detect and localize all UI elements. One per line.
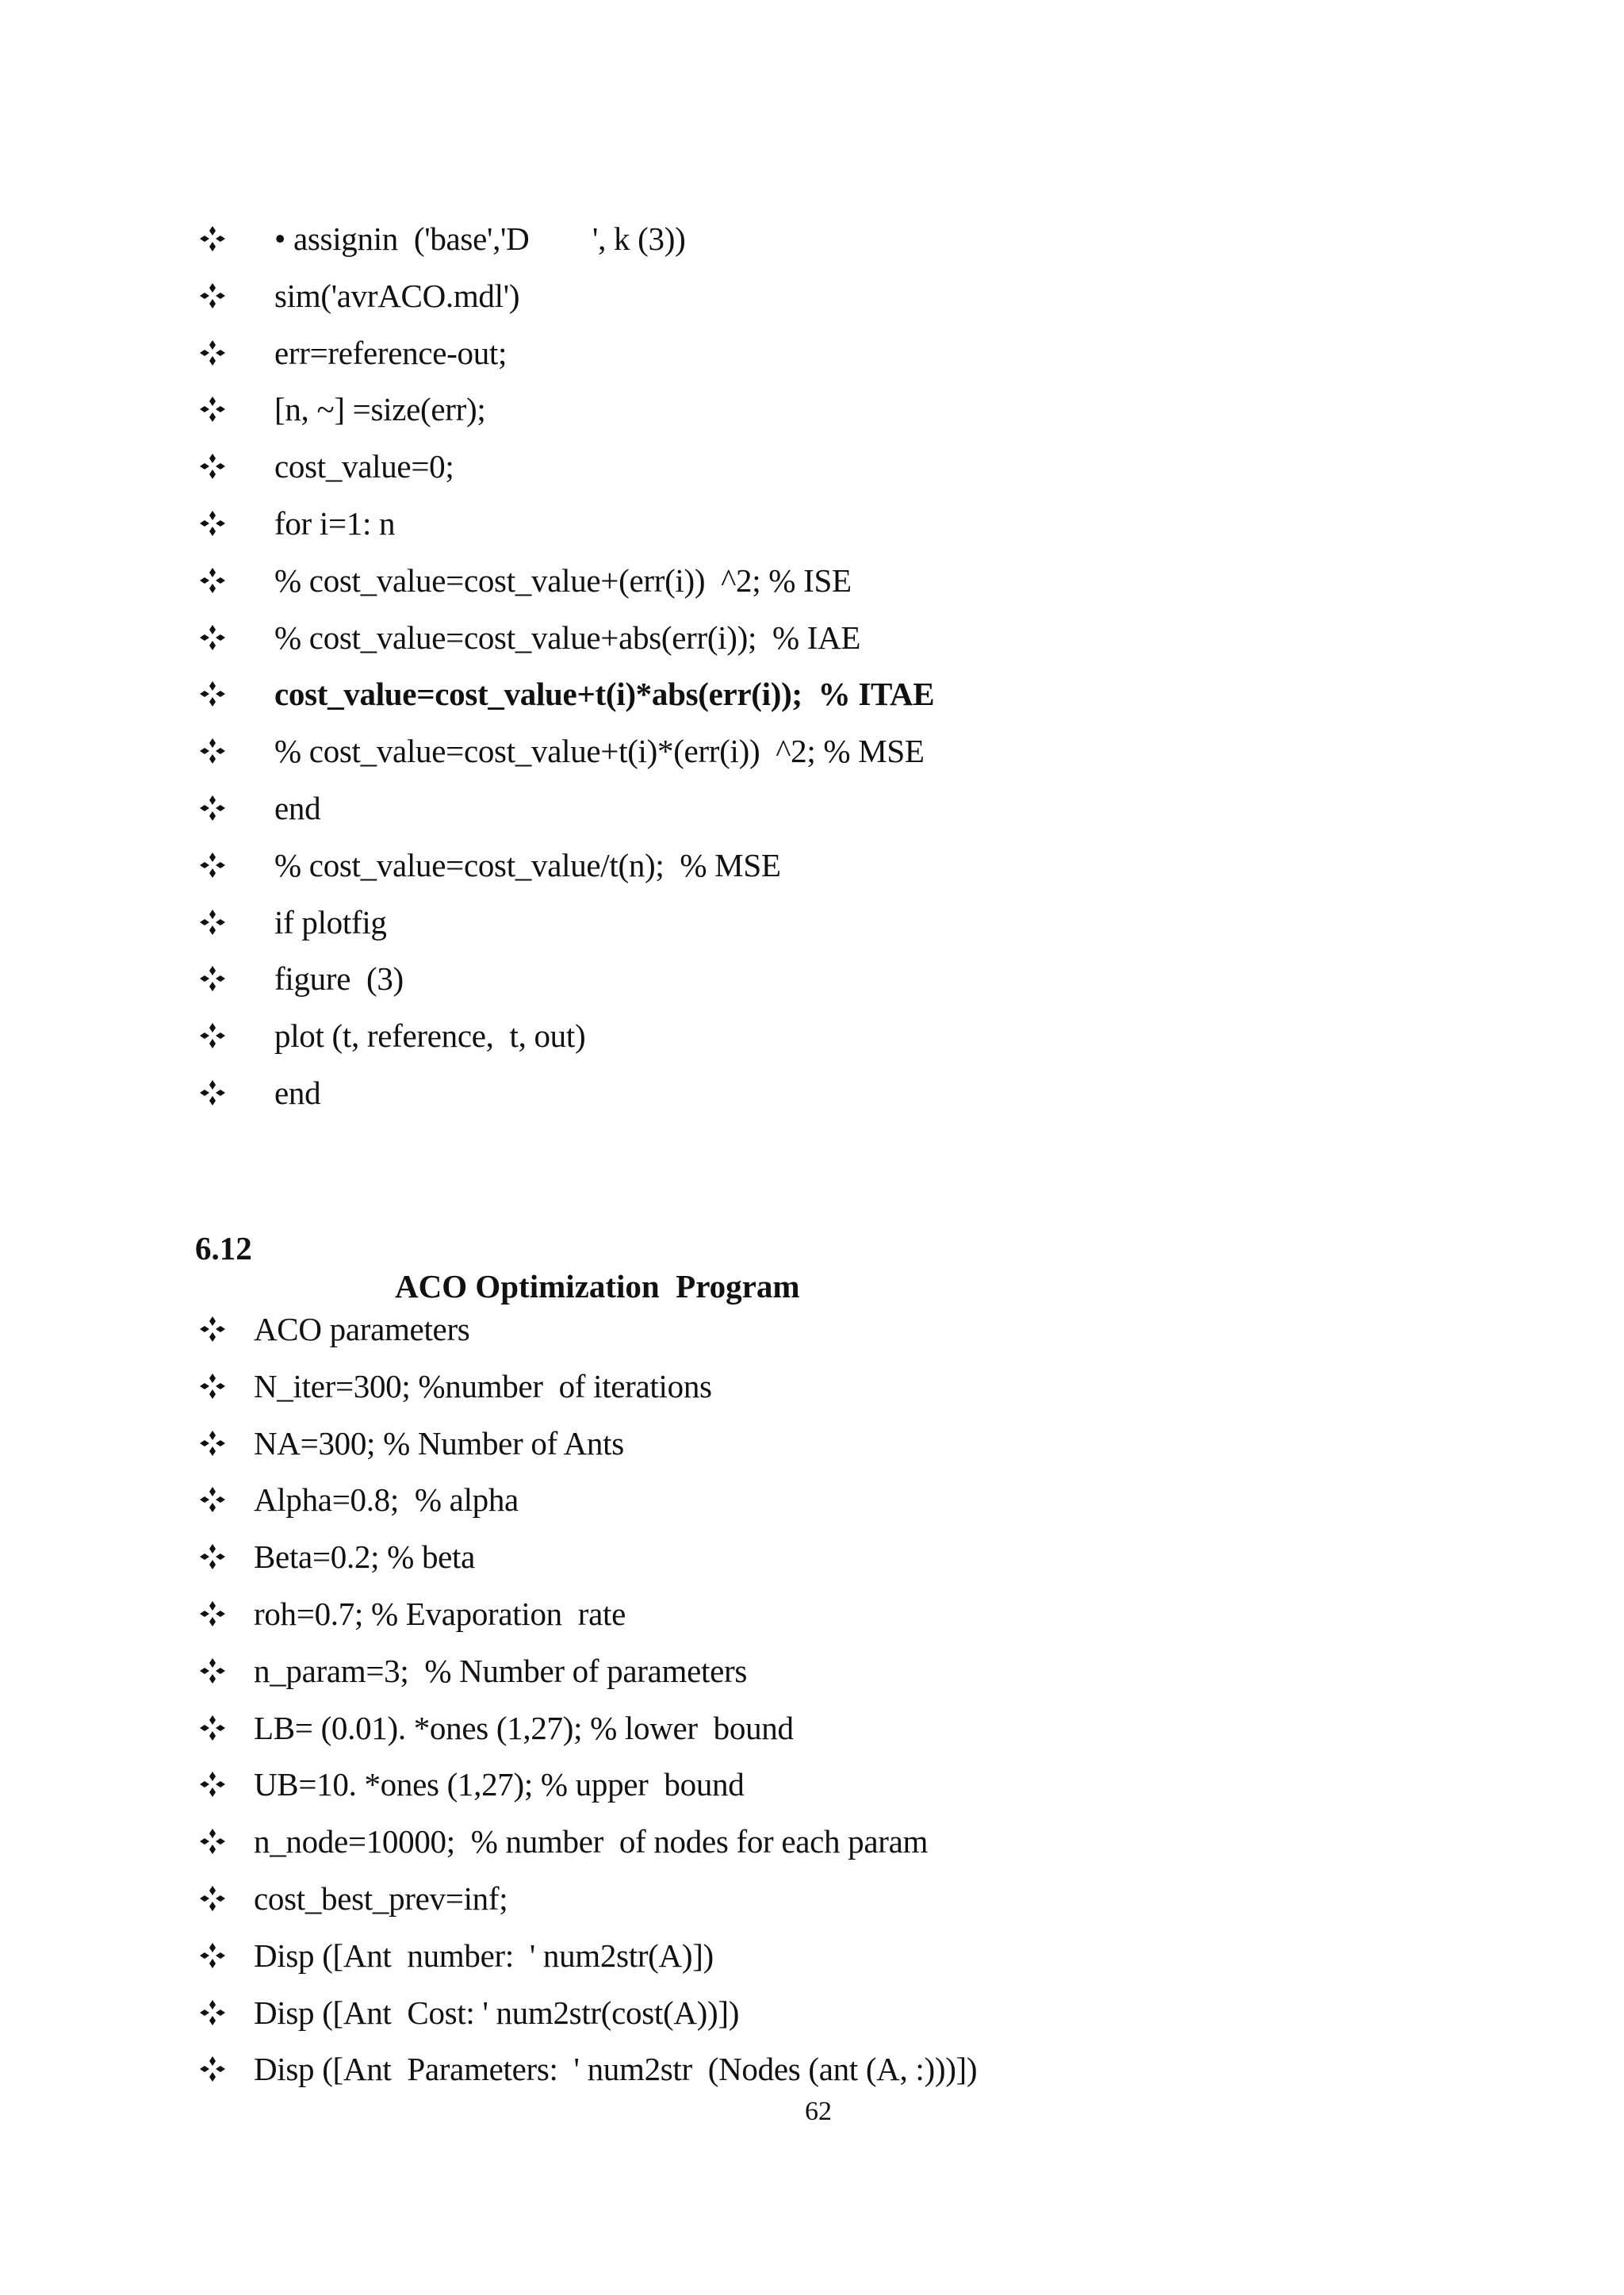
four-diamond-bullet-icon	[199, 1430, 226, 1457]
four-diamond-bullet-icon	[199, 1999, 226, 2026]
param-line-text: Disp ([Ant Cost: ' num2str(cost(A))])	[254, 1994, 740, 2031]
four-diamond-bullet-icon	[199, 624, 226, 651]
four-diamond-bullet-icon	[199, 965, 226, 992]
four-diamond-bullet-icon	[199, 453, 226, 480]
section-title: ACO Optimization Program	[395, 1268, 800, 1305]
four-diamond-bullet-icon	[199, 1771, 226, 1798]
four-diamond-bullet-icon	[199, 1657, 226, 1684]
param-line-text: N_iter=300; %number of iterations	[254, 1367, 712, 1404]
four-diamond-bullet-icon	[199, 225, 226, 252]
param-line-text: Beta=0.2; % beta	[254, 1538, 476, 1576]
code-line-text: for i=1: n	[274, 505, 396, 542]
four-diamond-bullet-icon	[199, 567, 226, 594]
four-diamond-bullet-icon	[199, 738, 226, 764]
code-line-text: % cost_value=cost_value+t(i)*(err(i)) ^2; % MSE	[274, 733, 925, 770]
four-diamond-bullet-icon	[199, 510, 226, 537]
four-diamond-bullet-icon	[199, 909, 226, 936]
code-line-text: cost_value=0;	[274, 448, 454, 485]
four-diamond-bullet-icon	[199, 1022, 226, 1049]
code-line-text: [n, ~] =size(err);	[274, 391, 486, 428]
four-diamond-bullet-icon	[199, 680, 226, 707]
four-diamond-bullet-icon	[199, 339, 226, 366]
code-line-text: err=reference-out;	[274, 334, 508, 371]
four-diamond-bullet-icon	[199, 1715, 226, 1741]
four-diamond-bullet-icon	[199, 1828, 226, 1855]
section-number: 6.12	[195, 1230, 252, 1266]
four-diamond-bullet-icon	[199, 852, 226, 879]
param-line-text: Alpha=0.8; % alpha	[254, 1481, 519, 1519]
four-diamond-bullet-icon	[199, 1079, 226, 1106]
param-line-text: cost_best_prev=inf;	[254, 1880, 508, 1917]
four-diamond-bullet-icon	[199, 1316, 226, 1343]
four-diamond-bullet-icon	[199, 1885, 226, 1912]
param-line-text: UB=10. *ones (1,27); % upper bound	[254, 1766, 745, 1803]
code-line-text: • assignin ('base','D ', k (3))	[274, 220, 686, 257]
code-line-text: % cost_value=cost_value+(err(i)) ^2; % ISE	[274, 561, 852, 599]
code-line-text: plot (t, reference, t, out)	[274, 1017, 586, 1055]
param-line-text: n_node=10000; % number of nodes for each param	[254, 1823, 929, 1860]
page-number: 62	[805, 2097, 832, 2126]
four-diamond-bullet-icon	[199, 1543, 226, 1570]
code-line-text: sim('avrACO.mdl')	[274, 277, 520, 314]
four-diamond-bullet-icon	[199, 2056, 226, 2082]
four-diamond-bullet-icon	[199, 396, 226, 423]
code-line-text: % cost_value=cost_value/t(n); % MSE	[274, 846, 781, 883]
four-diamond-bullet-icon	[199, 1600, 226, 1627]
code-line-text: end	[274, 790, 321, 826]
four-diamond-bullet-icon	[199, 795, 226, 822]
param-line-text: NA=300; % Number of Ants	[254, 1424, 624, 1462]
param-line-text: LB= (0.01). *ones (1,27); % lower bound	[254, 1709, 794, 1746]
four-diamond-bullet-icon	[199, 282, 226, 309]
four-diamond-bullet-icon	[199, 1373, 226, 1400]
param-line-text: ACO parameters	[254, 1311, 470, 1347]
four-diamond-bullet-icon	[199, 1942, 226, 1969]
param-line-text: Disp ([Ant Parameters: ' num2str (Nodes (ant (A, :)))])	[254, 2051, 978, 2088]
code-line-text: end	[274, 1075, 321, 1111]
code-line-text: % cost_value=cost_value+abs(err(i)); % IAE	[274, 619, 861, 656]
param-line-text: n_param=3; % Number of parameters	[254, 1652, 747, 1689]
four-diamond-bullet-icon	[199, 1486, 226, 1513]
code-line-text: cost_value=cost_value+t(i)*abs(err(i)); % ITAE	[274, 676, 935, 713]
code-line-text: figure (3)	[274, 960, 404, 998]
param-line-text: Disp ([Ant number: ' num2str(A)])	[254, 1937, 714, 1974]
param-line-text: roh=0.7; % Evaporation rate	[254, 1596, 626, 1632]
code-line-text: if plotfig	[274, 903, 387, 941]
